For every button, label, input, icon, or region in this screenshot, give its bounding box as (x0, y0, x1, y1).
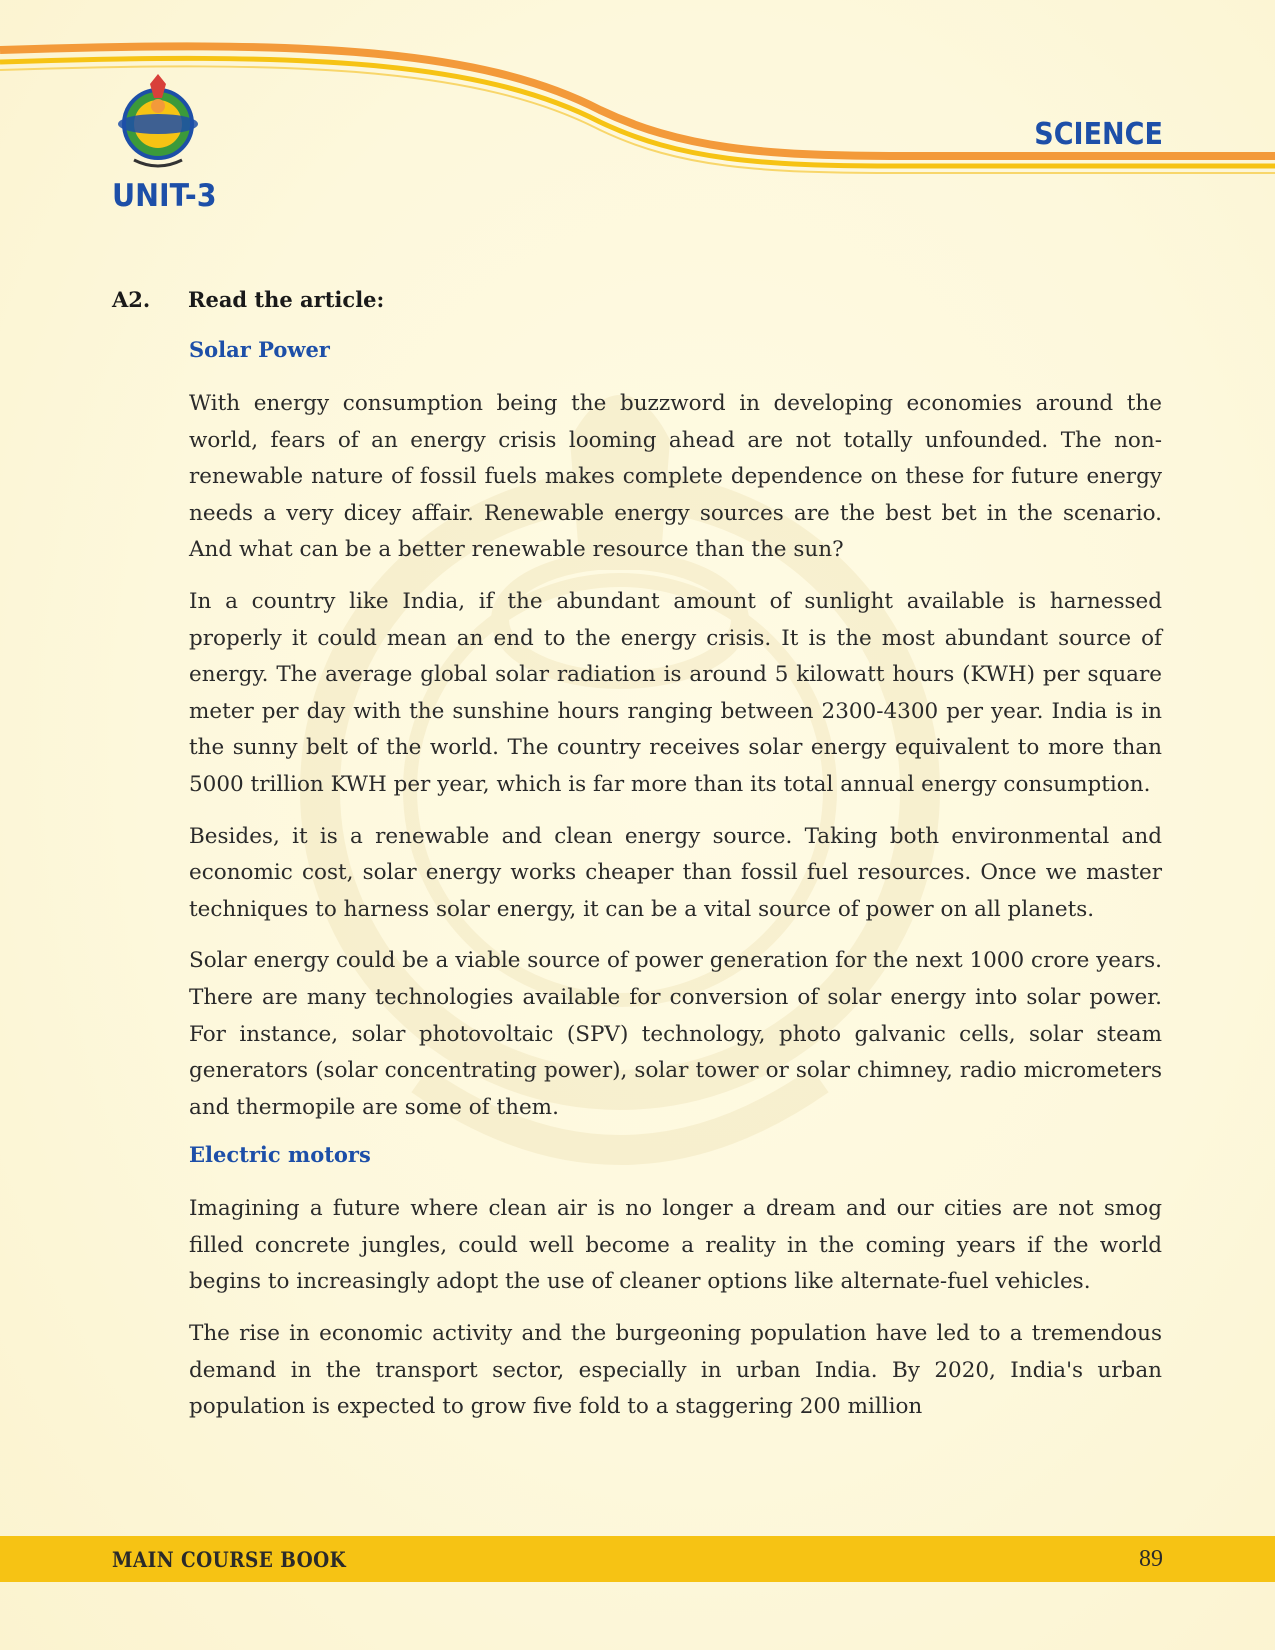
paragraph: In a country like India, if the abundant amount of sunlight available is harnessed properly it could mean an end to the energy crisis. It is the most abundant source of energy. The average global solar radiation is around 5 kilowatt hours (KWH) per square meter per day with the sunshine hours ranging between 2300-4300 per year. India is in the sunny belt of the world. The country receives solar energy equivalent to more than 5000 trillion KWH per year, which is far more than its total annual energy consumption. (189, 588, 1162, 797)
section-heading-solar-power: Solar Power (189, 337, 330, 362)
footer-book-title: MAIN COURSE BOOK (112, 1547, 347, 1572)
paragraph: With energy consumption being the buzzword in developing economies around the world, fears of an energy crisis looming ahead are not totally unfounded. The non-renewable nature of fossil fuels makes complete dependence on these for future energy needs a very dicey affair. Renewable energy sources are the best bet in the scenario. And what can be a better renewable resource than the sun? (189, 391, 1162, 563)
paragraph: Imagining a future where clean air is no longer a dream and our cities are not smog filled concrete jungles, could well become a reality in the coming years if the world begins to increasingly adopt the use of cleaner options like alternate-fuel vehicles. (189, 1196, 1162, 1295)
page-number: 89 (1139, 1546, 1163, 1572)
footer-bar (0, 1536, 1275, 1582)
question-prompt: Read the article: (188, 287, 385, 312)
question-number: A2. (112, 287, 151, 312)
paragraph: Solar energy could be a viable source of power generation for the next 1000 crore years. There are many technologies available for conversion of solar energy into solar power. For instance, solar photovoltaic (SPV) technology, photo galvanic cells, solar steam generators (solar concentrating power), solar tower or solar chimney, radio micrometers and thermopile are some of them. (189, 948, 1162, 1120)
unit-title: UNIT-3 (112, 178, 217, 214)
article-body (189, 336, 1162, 1441)
paragraph: Besides, it is a renewable and clean energy source. Taking both environmental and economic cost, solar energy works cheaper than fossil fuel resources. Once we master techniques to harness solar energy, it can be a vital source of power on all planets. (189, 823, 1162, 922)
paragraph: The rise in economic activity and the burgeoning population have led to a tremendous demand in the transport sector, especially in urban India. By 2020, India's urban population is expected to grow five fold to a staggering 200 million (189, 1321, 1162, 1420)
school-emblem-icon (112, 72, 204, 180)
section-heading-electric-motors: Electric motors (189, 1142, 371, 1168)
subject-title: SCIENCE (1034, 117, 1163, 152)
